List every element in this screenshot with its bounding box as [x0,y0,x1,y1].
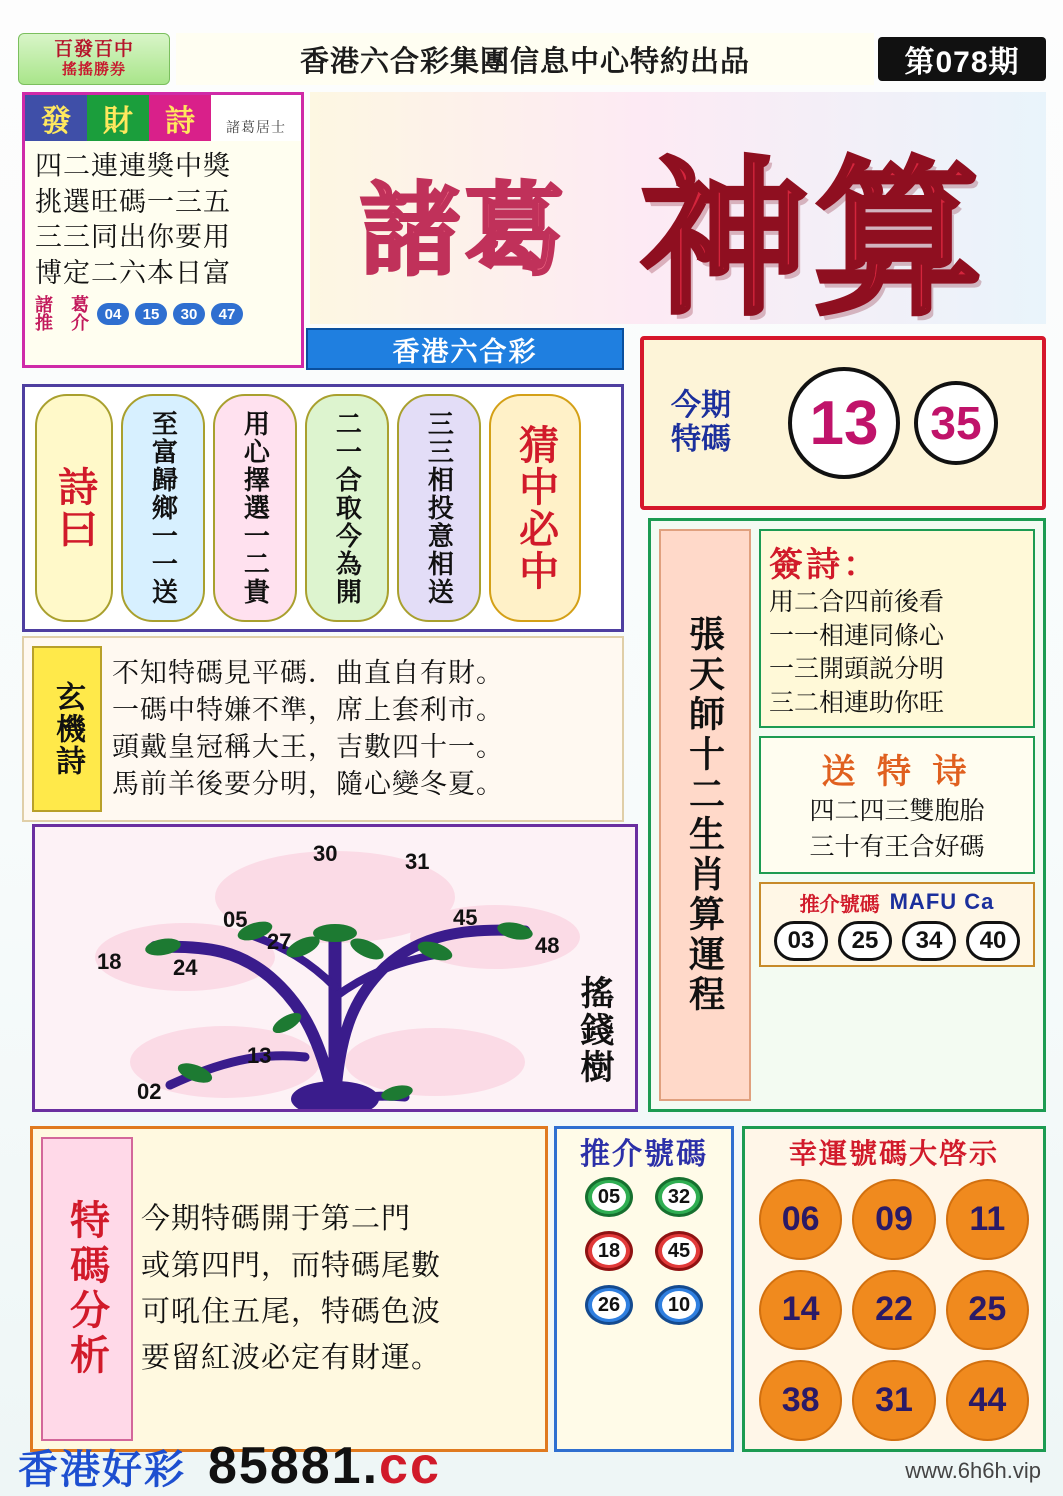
current-special-label: 今期特碼 [671,389,731,456]
number-ball: 25 [838,921,892,961]
lucky-numbers-box [742,1126,1046,1452]
tree-number: 02 [137,1079,162,1104]
number-ball: 38 [759,1360,842,1441]
tree-number: 27 [267,929,292,954]
recommend-numbers-value: MAFU Ca [889,889,995,914]
oracle-poem-line: 用二合四前後看 [769,588,945,616]
capsule-caption [35,394,113,622]
footer-domain-tld: cc [379,1437,441,1495]
special-gift-poem-line: 四二四三雙胞胎 [809,797,985,825]
number-ball [585,1231,633,1271]
brand-logo-line1: 百發百中 [53,39,134,61]
number-ball [585,1285,633,1325]
fortune-poem-lines [25,141,301,292]
oracle-poem-line: 一三開頭説分明 [769,655,945,683]
recommend-row [557,1177,731,1217]
mystic-poem-label-text: 玄機詩 [51,681,84,777]
tree-number: 48 [535,933,560,958]
special-number-analysis-box [30,1126,548,1452]
current-special-number-box [640,336,1046,510]
footer-url: www.6h6h.vip [905,1458,1041,1483]
footer-domain-main: 85881. [208,1437,380,1495]
footer-brand: 香港好彩 [18,1447,186,1492]
number-ball-value: 45 [662,1237,696,1265]
number-ball: 25 [946,1270,1029,1351]
fortune-poem-box [22,92,304,368]
poem-recommend-numbers [97,303,243,325]
issue-badge: 第078期 [878,37,1046,81]
recommend-numbers-box [554,1126,734,1452]
mystic-poem-line: 不知特碼見平碼．曲直自有財。 [112,657,504,688]
special-gift-poem-title: 送 特 诗 [821,753,973,791]
oracle-poem-line: 三二相連助你旺 [769,688,945,717]
capsule-item [397,394,481,622]
tree-number: 24 [173,955,198,980]
poem-line: 三三同出你要用 [35,222,231,253]
analysis-line: 可吼住五尾，特碼色波 [141,1296,442,1328]
tree-number: 13 [247,1043,272,1068]
number-ball: 09 [852,1179,935,1260]
money-tree-illustration [32,824,638,1112]
number-ball: 06 [759,1179,842,1260]
analysis-line: 今期特碼開于第二門 [141,1203,412,1236]
lottery-name-bar: 香港六合彩 [306,328,624,370]
analysis-lines [141,1137,537,1441]
tree-number: 05 [223,907,248,932]
recommend-numbers-label: 推介號碼 [799,893,880,916]
capsule-item [213,394,297,622]
poem-recommend-row [25,292,301,334]
page-title: 香港六合彩集團信息中心特約出品 [176,33,874,85]
poem-author: 諸葛居士 [211,95,301,141]
number-ball-value: 32 [662,1183,696,1211]
zhang-tianshi-title-text: 張天師十二生肖算運程 [684,615,726,1015]
number-ball: 11 [946,1179,1029,1260]
oracle-poem-box [759,529,1035,728]
number-ball: 34 [902,921,956,961]
analysis-label [41,1137,133,1441]
page-footer [0,1436,1063,1496]
mystic-poem-lines [112,646,614,812]
fortune-poem-header [25,95,301,141]
current-special-balls [744,367,1042,479]
number-ball: 30 [173,303,205,325]
page-header [18,30,1046,88]
capsule-item-text: 二一合取今為開 [332,410,363,606]
lucky-numbers-title: 幸運號碼大啓示 [788,1138,999,1169]
poem-capsule-row [22,384,624,632]
number-ball [655,1231,703,1271]
mystic-poem-line: 一碼中特嫌不準，席上套利市。 [112,694,504,725]
number-ball: 03 [774,921,828,961]
capsule-item-text: 用心擇選一二貴 [240,410,271,606]
number-ball: 47 [211,303,243,325]
tree-number: 30 [313,841,338,866]
number-ball: 40 [966,921,1020,961]
masthead-text-part2: 神算 [640,149,988,324]
poem-title-char-3: 詩 [149,95,211,141]
poem-recommend-label [35,296,97,334]
capsule-highlight [489,394,581,622]
number-ball [655,1285,703,1325]
special-gift-poem-box [759,736,1035,874]
recommend-row [557,1285,731,1325]
brand-logo [18,33,170,85]
number-ball-value: 05 [592,1183,626,1211]
number-ball-value: 18 [592,1237,626,1265]
mystic-poem-line: 頭戴皇冠稱大王，吉數四十一。 [112,732,504,762]
special-ball-primary: 13 [788,367,900,479]
money-tree-caption: 搖錢樹 [575,975,613,1086]
analysis-label-text: 特碼分析 [64,1199,109,1379]
number-ball-value: 26 [592,1291,626,1319]
lucky-numbers-grid [745,1175,1043,1451]
recommend-numbers-header [767,888,1027,917]
number-ball-value: 10 [662,1291,696,1319]
mystic-poem-box [22,636,624,822]
poem-line: 挑選旺碼一三五 [35,186,231,217]
poem-title-char-1: 發 [25,95,87,141]
recommend-row [557,1231,731,1271]
poem-line: 博定二六本日富 [35,257,231,288]
tree-number: 18 [97,949,122,974]
zhang-tianshi-panel [648,518,1046,1112]
masthead-text-part1: 諸葛 [360,176,568,287]
number-ball: 14 [759,1270,842,1351]
poem-recommend-label-line1: 諸 葛 [35,294,89,315]
number-ball [585,1177,633,1217]
number-ball: 15 [135,303,167,325]
capsule-item-text: 至富歸鄉一一送 [148,410,179,606]
special-ball-secondary: 35 [914,381,998,465]
tree-number: 31 [405,849,430,874]
number-ball: 31 [852,1360,935,1441]
poem-title-char-2: 財 [87,95,149,141]
footer-domain [208,1436,441,1496]
number-ball: 04 [97,303,129,325]
capsule-item [305,394,389,622]
analysis-line: 要留紅波必定有財運。 [141,1342,442,1375]
poem-recommend-label-line2: 推 介 [35,313,89,334]
masthead-artwork [310,92,1046,324]
zhang-tianshi-title [659,529,751,1101]
capsule-highlight-text: 猜中必中 [513,424,558,592]
capsule-item [121,394,205,622]
poem-line: 四二連連獎中獎 [35,151,231,181]
money-tree-svg [35,827,638,1112]
capsule-caption-text: 詩曰 [52,466,97,550]
special-gift-poem-line: 三十有王合好碼 [809,833,985,862]
number-ball [655,1177,703,1217]
mystic-poem-line: 馬前羊後要分明，隨心變冬夏。 [112,769,504,800]
oracle-poem-title: 簽詩： [769,546,880,584]
oracle-poem-line: 一一相連同條心 [769,621,945,650]
tree-number: 45 [453,905,478,930]
analysis-line: 或第四門，而特碼尾數 [141,1249,442,1282]
brand-logo-line2: 搖搖勝券 [61,61,126,79]
recommend-box-grid [557,1173,731,1329]
recommend-box-title: 推介號碼 [580,1138,708,1171]
right-panel-stack [759,529,1035,1101]
recommend-numbers-panel [759,882,1035,967]
mystic-poem-label [32,646,102,812]
recommend-numbers-balls [767,921,1027,961]
number-ball: 44 [946,1360,1029,1441]
capsule-item-text: 三三相投意相送 [424,410,455,606]
number-ball: 22 [852,1270,935,1351]
